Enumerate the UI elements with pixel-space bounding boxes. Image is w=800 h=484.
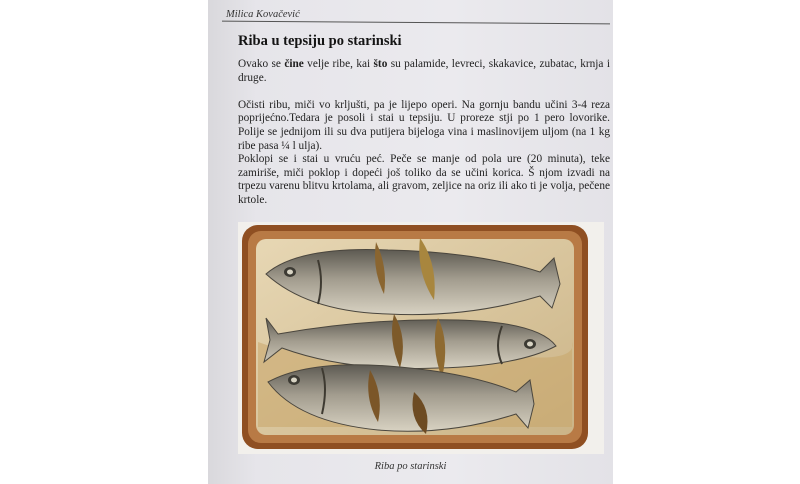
photo-caption: Riba po starinski <box>374 461 447 472</box>
recipe-body <box>238 58 610 208</box>
intro-text-1: Ovako se <box>238 58 285 70</box>
baked-fish-photo <box>238 222 604 454</box>
header-rule <box>222 21 610 25</box>
running-head-author: Milica Kovačević <box>226 9 300 20</box>
intro-text-3: su palamide, levreci, skakavice, zubatac, krnja i druge. <box>238 58 610 84</box>
intro-bold-1: čine <box>284 58 304 70</box>
recipe-paragraph-baking: Poklopi se i stai u vruću peć. Peče se manje od pola ure (20 minuta), teke zamiriše, miči poklop i dopeći još toliko da se učini korica. Š njom izvadi na trpezu varenu blitvu krtolama, ali gravom, zeljice na oriz ili ako ti je volja, pečene krtole. <box>238 153 610 206</box>
recipe-paragraph-preparation: Očisti ribu, miči vo krljušti, pa je lijepo operi. Na gornju bandu učini 3-4 reza poprijećno.Tedara je posoli i stai u tepsiju. U proreze stji po 1 pero lovorike. Polije se jednijom ili su dva putijera bijeloga vina i maslinovijem uljom (na 1 kg ribe pasa ¼ l ulja). <box>238 98 610 152</box>
book-page <box>208 0 613 484</box>
baked-fish-illustration <box>238 222 604 454</box>
recipe-intro <box>238 58 610 85</box>
intro-text-2: velje ribe, kai <box>303 58 374 70</box>
intro-bold-2: što <box>373 58 388 70</box>
recipe-title: Riba u tepsiju po starinski <box>238 33 402 49</box>
